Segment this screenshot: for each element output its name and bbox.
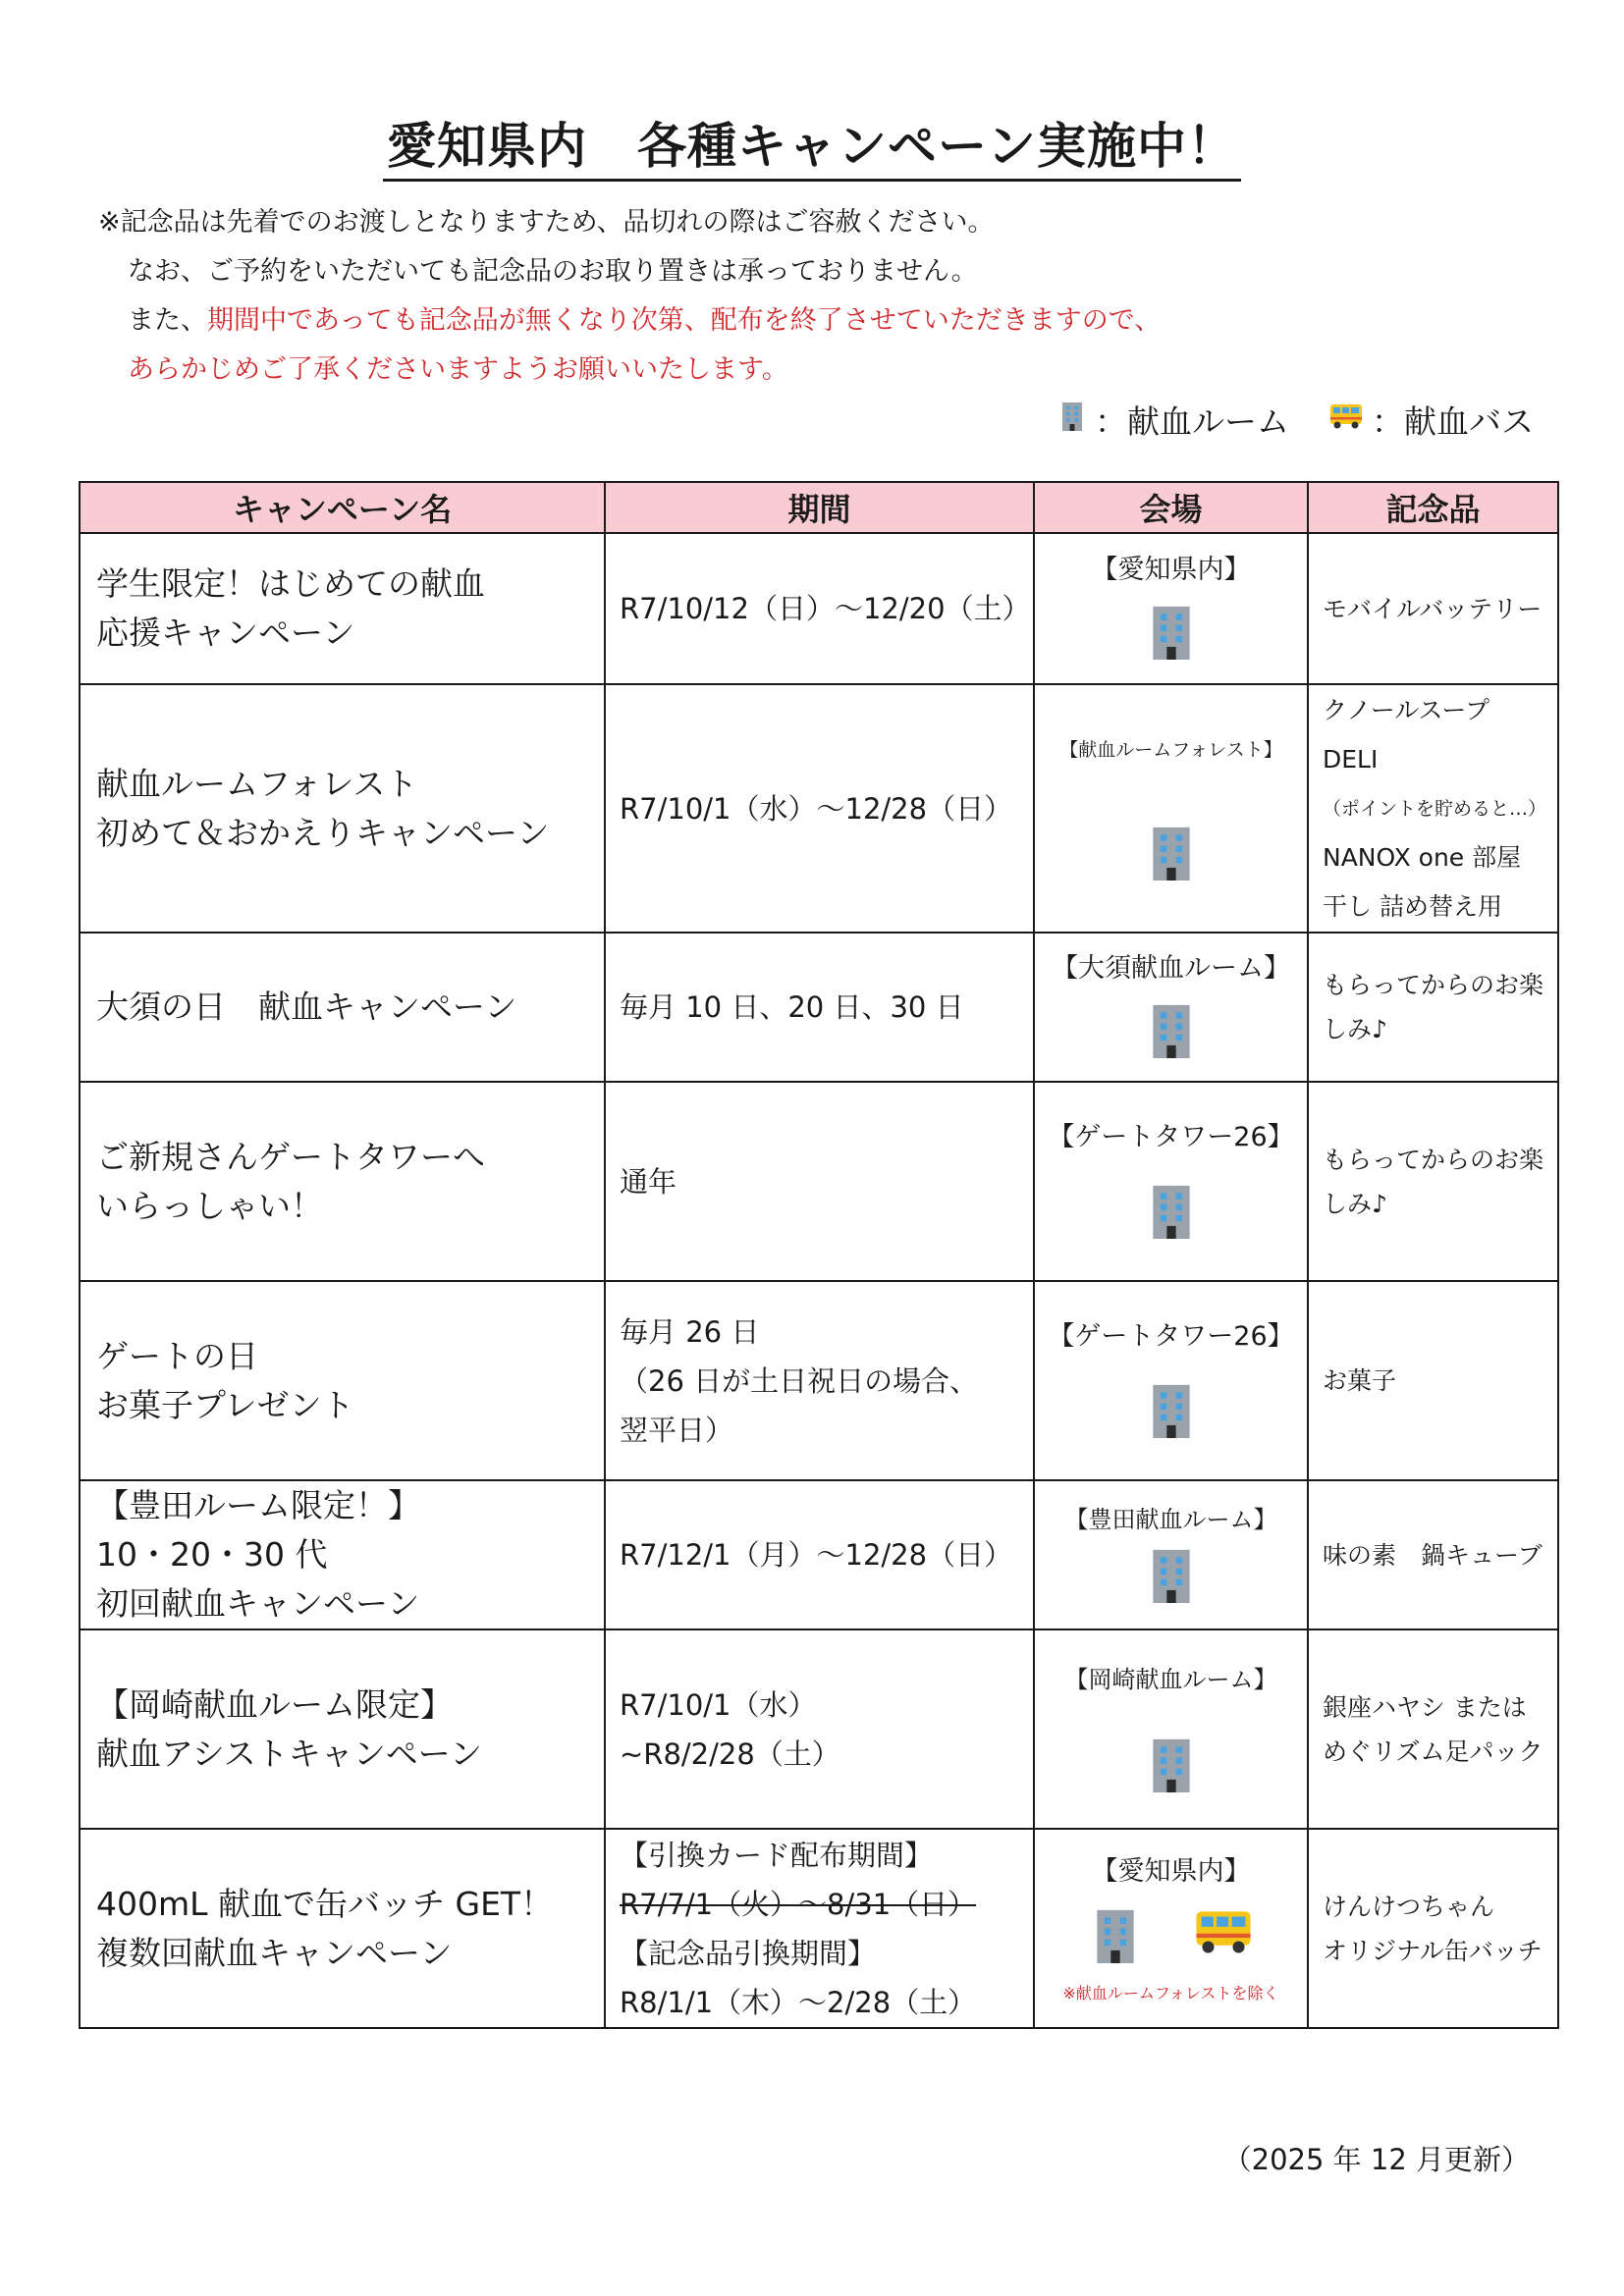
header-venue: 会場 — [1034, 482, 1308, 533]
note-line-3-prefix: また、 — [128, 305, 207, 336]
table-row — [80, 1082, 1558, 1281]
period-cell — [605, 1082, 1034, 1281]
venue-label: 【献血ルームフォレスト】 — [1059, 738, 1282, 761]
building-icon — [1144, 603, 1199, 666]
gift-line: 味の素 鍋キューブ — [1323, 1540, 1543, 1570]
building-icon — [1144, 1381, 1199, 1444]
period-cell — [605, 1829, 1034, 2028]
table-row — [80, 1480, 1558, 1629]
note-line-3 — [98, 296, 1161, 346]
campaign-name-line: 初回献血キャンペーン — [96, 1584, 420, 1623]
table-row — [80, 1629, 1558, 1829]
gift-line: （ポイントを貯めると…） — [1323, 797, 1547, 820]
period-cell — [605, 1629, 1034, 1829]
period-cell — [605, 533, 1034, 684]
table-row — [80, 533, 1558, 684]
period-line: ~R8/2/28（土） — [620, 1736, 840, 1771]
gift-line: クノールスープ DELI — [1323, 695, 1490, 774]
page-title-wrap — [0, 116, 1624, 182]
campaign-name-line: 献血アシストキャンペーン — [96, 1734, 483, 1773]
period-line: 通年 — [620, 1164, 677, 1199]
gift-line: お菓子 — [1323, 1366, 1397, 1395]
gift-line: しみ♪ — [1323, 1189, 1387, 1218]
campaign-name-cell — [80, 533, 605, 684]
table-row — [80, 684, 1558, 933]
building-icon — [1144, 1182, 1199, 1245]
campaign-name-cell — [80, 1082, 605, 1281]
gift-cell — [1308, 684, 1558, 933]
venue-cell — [1034, 1281, 1308, 1480]
venue-cell — [1034, 533, 1308, 684]
table-row — [80, 933, 1558, 1082]
building-icon — [1144, 824, 1199, 886]
campaign-name-line: 10・20・30 代 — [96, 1535, 328, 1574]
period-line: R7/10/1（水） — [620, 1687, 817, 1722]
campaign-name-cell — [80, 1480, 605, 1629]
venue-cell — [1034, 1480, 1308, 1629]
gift-cell — [1308, 933, 1558, 1082]
table-row — [80, 1829, 1558, 2028]
legend-bus — [1328, 397, 1534, 443]
campaign-name-line: ご新規さんゲートタワーへ — [96, 1137, 485, 1176]
period-line-struck: R7/7/1（火）～8/31（日） — [620, 1887, 977, 1921]
legend-room — [1057, 397, 1289, 443]
period-line: 翌平日） — [620, 1413, 734, 1447]
campaign-name-line: 学生限定！はじめての献血 — [96, 564, 485, 603]
table-row — [80, 1281, 1558, 1480]
period-line: 【記念品引換期間】 — [620, 1936, 877, 1970]
note-line-4: あらかじめご了承くださいますようお願いいたします。 — [128, 354, 788, 385]
gift-line: モバイルバッテリー — [1323, 594, 1543, 623]
bus-icon — [1193, 1906, 1254, 1969]
gift-cell — [1308, 1829, 1558, 2028]
campaign-table — [79, 481, 1559, 2029]
campaign-name-line: 400mL 献血で缶バッチ GET！ — [96, 1884, 554, 1923]
venue-cell — [1034, 933, 1308, 1082]
gift-cell — [1308, 1629, 1558, 1829]
venue-label: 【ゲートタワー26】 — [1048, 1121, 1294, 1152]
campaign-name-line: 大須の日 献血キャンペーン — [96, 988, 517, 1026]
note-line-3-warning: 期間中であっても記念品が無くなり次第、配布を終了させていただきますので、 — [207, 305, 1162, 336]
gift-cell — [1308, 533, 1558, 684]
venue-label: 【大須献血ルーム】 — [1052, 953, 1290, 984]
venue-cell — [1034, 1082, 1308, 1281]
venue-label: 【愛知県内】 — [1091, 555, 1251, 585]
venue-label: 【豊田献血ルーム】 — [1064, 1506, 1277, 1533]
bus-icon — [1328, 400, 1364, 439]
gift-line: NANOX one 部屋 — [1323, 842, 1522, 872]
venue-label: 【岡崎献血ルーム】 — [1064, 1665, 1277, 1693]
building-icon — [1144, 1001, 1199, 1064]
campaign-name-line: 【岡崎献血ルーム限定】 — [96, 1684, 453, 1724]
period-line: （26 日が土日祝日の場合、 — [620, 1363, 979, 1398]
venue-label: 【愛知県内】 — [1091, 1856, 1251, 1887]
period-line: R7/10/12（日）～12/20（土） — [620, 592, 1031, 625]
update-date: （2025 年 12 月更新） — [1222, 2143, 1530, 2176]
header-campaign-name: キャンペーン名 — [80, 482, 605, 533]
period-cell — [605, 933, 1034, 1082]
period-line: 【引換カード配布期間】 — [620, 1838, 934, 1872]
campaign-name-line: 応援キャンペーン — [96, 614, 355, 652]
note-line-2: なお、ご予約をいただいても記念品のお取り置きは承っておりません。 — [128, 256, 978, 287]
header-period: 期間 — [605, 482, 1034, 533]
building-icon — [1088, 1906, 1143, 1969]
campaign-name-cell — [80, 1829, 605, 2028]
legend-room-label: ：献血ルーム — [1095, 402, 1289, 441]
gift-cell — [1308, 1281, 1558, 1480]
gift-line: もらってからのお楽 — [1323, 1145, 1544, 1174]
building-icon — [1144, 1735, 1199, 1798]
campaign-name-cell — [80, 933, 605, 1082]
period-cell — [605, 1281, 1034, 1480]
venue-note: ※献血ルームフォレストを除く — [1062, 1984, 1279, 2002]
period-line: R7/12/1（月）～12/28（日） — [620, 1538, 1013, 1572]
gift-line: オリジナル缶バッチ — [1323, 1936, 1543, 1965]
venue-cell — [1034, 1629, 1308, 1829]
gift-line: めぐリズム足パック — [1323, 1736, 1543, 1766]
gift-line: もらってからのお楽 — [1323, 971, 1544, 999]
gift-line: 干し 詰め替え用 — [1323, 891, 1502, 921]
period-line: 毎月 26 日 — [620, 1314, 760, 1349]
icon-legend — [1018, 397, 1534, 443]
campaign-name-cell — [80, 684, 605, 933]
campaign-name-line: ゲートの日 — [96, 1336, 258, 1375]
campaign-name-line: 複数回献血キャンペーン — [96, 1933, 453, 1972]
gift-cell — [1308, 1082, 1558, 1281]
period-line: R8/1/1（木）～2/28（土） — [620, 1985, 977, 2019]
period-cell — [605, 1480, 1034, 1629]
header-gift: 記念品 — [1308, 482, 1558, 533]
campaign-name-line: いらっしゃい！ — [96, 1186, 323, 1225]
table-header-row — [80, 482, 1558, 533]
building-icon — [1057, 400, 1087, 441]
gift-cell — [1308, 1480, 1558, 1629]
gift-line: 銀座ハヤシ または — [1323, 1692, 1527, 1722]
period-cell — [605, 684, 1034, 933]
gift-line: けんけつちゃん — [1323, 1892, 1495, 1921]
notes — [98, 198, 1161, 395]
campaign-name-cell — [80, 1281, 605, 1480]
campaign-name-line: 初めて＆おかえりキャンペーン — [96, 813, 550, 852]
campaign-name-line: 【豊田ルーム限定！】 — [96, 1486, 420, 1524]
venue-label: 【ゲートタワー26】 — [1048, 1320, 1294, 1352]
period-line: R7/10/1（水）～12/28（日） — [620, 791, 1013, 826]
gift-line: しみ♪ — [1323, 1015, 1387, 1043]
venue-cell — [1034, 1829, 1308, 2028]
legend-bus-label: ：献血バス — [1372, 402, 1534, 441]
period-line: 毎月 10 日、20 日、30 日 — [620, 990, 964, 1024]
venue-cell — [1034, 684, 1308, 933]
page-title: 愛知県内 各種キャンペーン実施中！ — [383, 116, 1241, 182]
campaign-name-cell — [80, 1629, 605, 1829]
note-line-1: ※記念品は先着でのお渡しとなりますため、品切れの際はご容赦ください。 — [98, 207, 995, 238]
building-icon — [1144, 1546, 1199, 1609]
campaign-name-line: お菓子プレゼント — [96, 1385, 354, 1424]
campaign-name-line: 献血ルームフォレスト — [96, 764, 418, 803]
